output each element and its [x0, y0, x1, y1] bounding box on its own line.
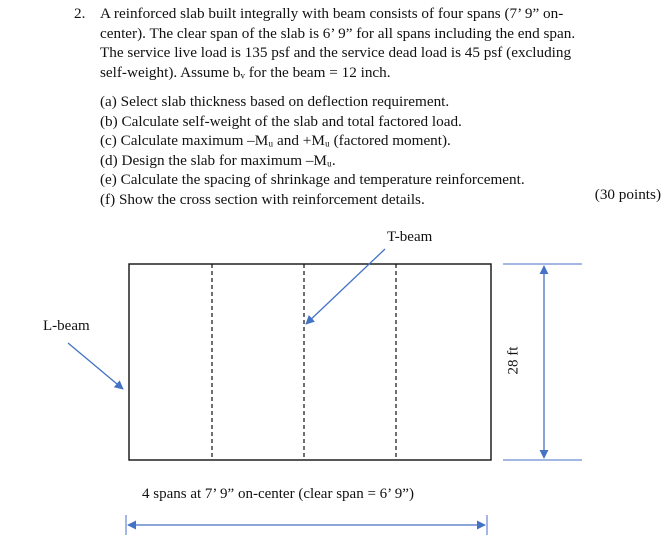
task-item-b: (b) Calculate self-weight of the slab and total factored load.	[100, 112, 462, 130]
slab-outline	[129, 264, 491, 460]
paragraph-line: The service live load is 135 psf and the service dead load is 45 psf (excluding	[100, 44, 572, 61]
task-item-f: (f) Show the cross section with reinforcement details.	[100, 190, 425, 208]
task-item-a: (a) Select slab thickness based on deflection requirement.	[100, 93, 450, 110]
paragraph-line: A reinforced slab built integrally with beam consists of four spans (7’ 9” on-	[100, 5, 564, 22]
paragraph-line: center). The clear span of the slab is 6’ 9” for all spans including the end span.	[100, 24, 576, 42]
tbeam-pointer-arrow	[306, 249, 385, 324]
span-dimension-label: 4 spans at 7’ 9” on-center (clear span = 6’ 9”)	[142, 486, 414, 502]
question-number: 2.	[74, 5, 86, 22]
task-item-d: (d) Design the slab for maximum –Mᵤ.	[100, 151, 336, 169]
paragraph-line: self-weight). Assume bᵥ for the beam = 12 inch.	[100, 63, 391, 81]
points-label: (30 points)	[594, 186, 661, 203]
task-item-e: (e) Calculate the spacing of shrinkage and temperature reinforcement.	[100, 171, 525, 188]
tbeam-label: T-beam	[387, 229, 433, 245]
height-dimension-label: 28 ft	[505, 346, 522, 375]
lbeam-pointer-arrow	[68, 343, 123, 389]
lbeam-label: L-beam	[43, 318, 90, 334]
task-item-c: (c) Calculate maximum –Mᵤ and +Mᵤ (factored moment).	[100, 132, 451, 149]
